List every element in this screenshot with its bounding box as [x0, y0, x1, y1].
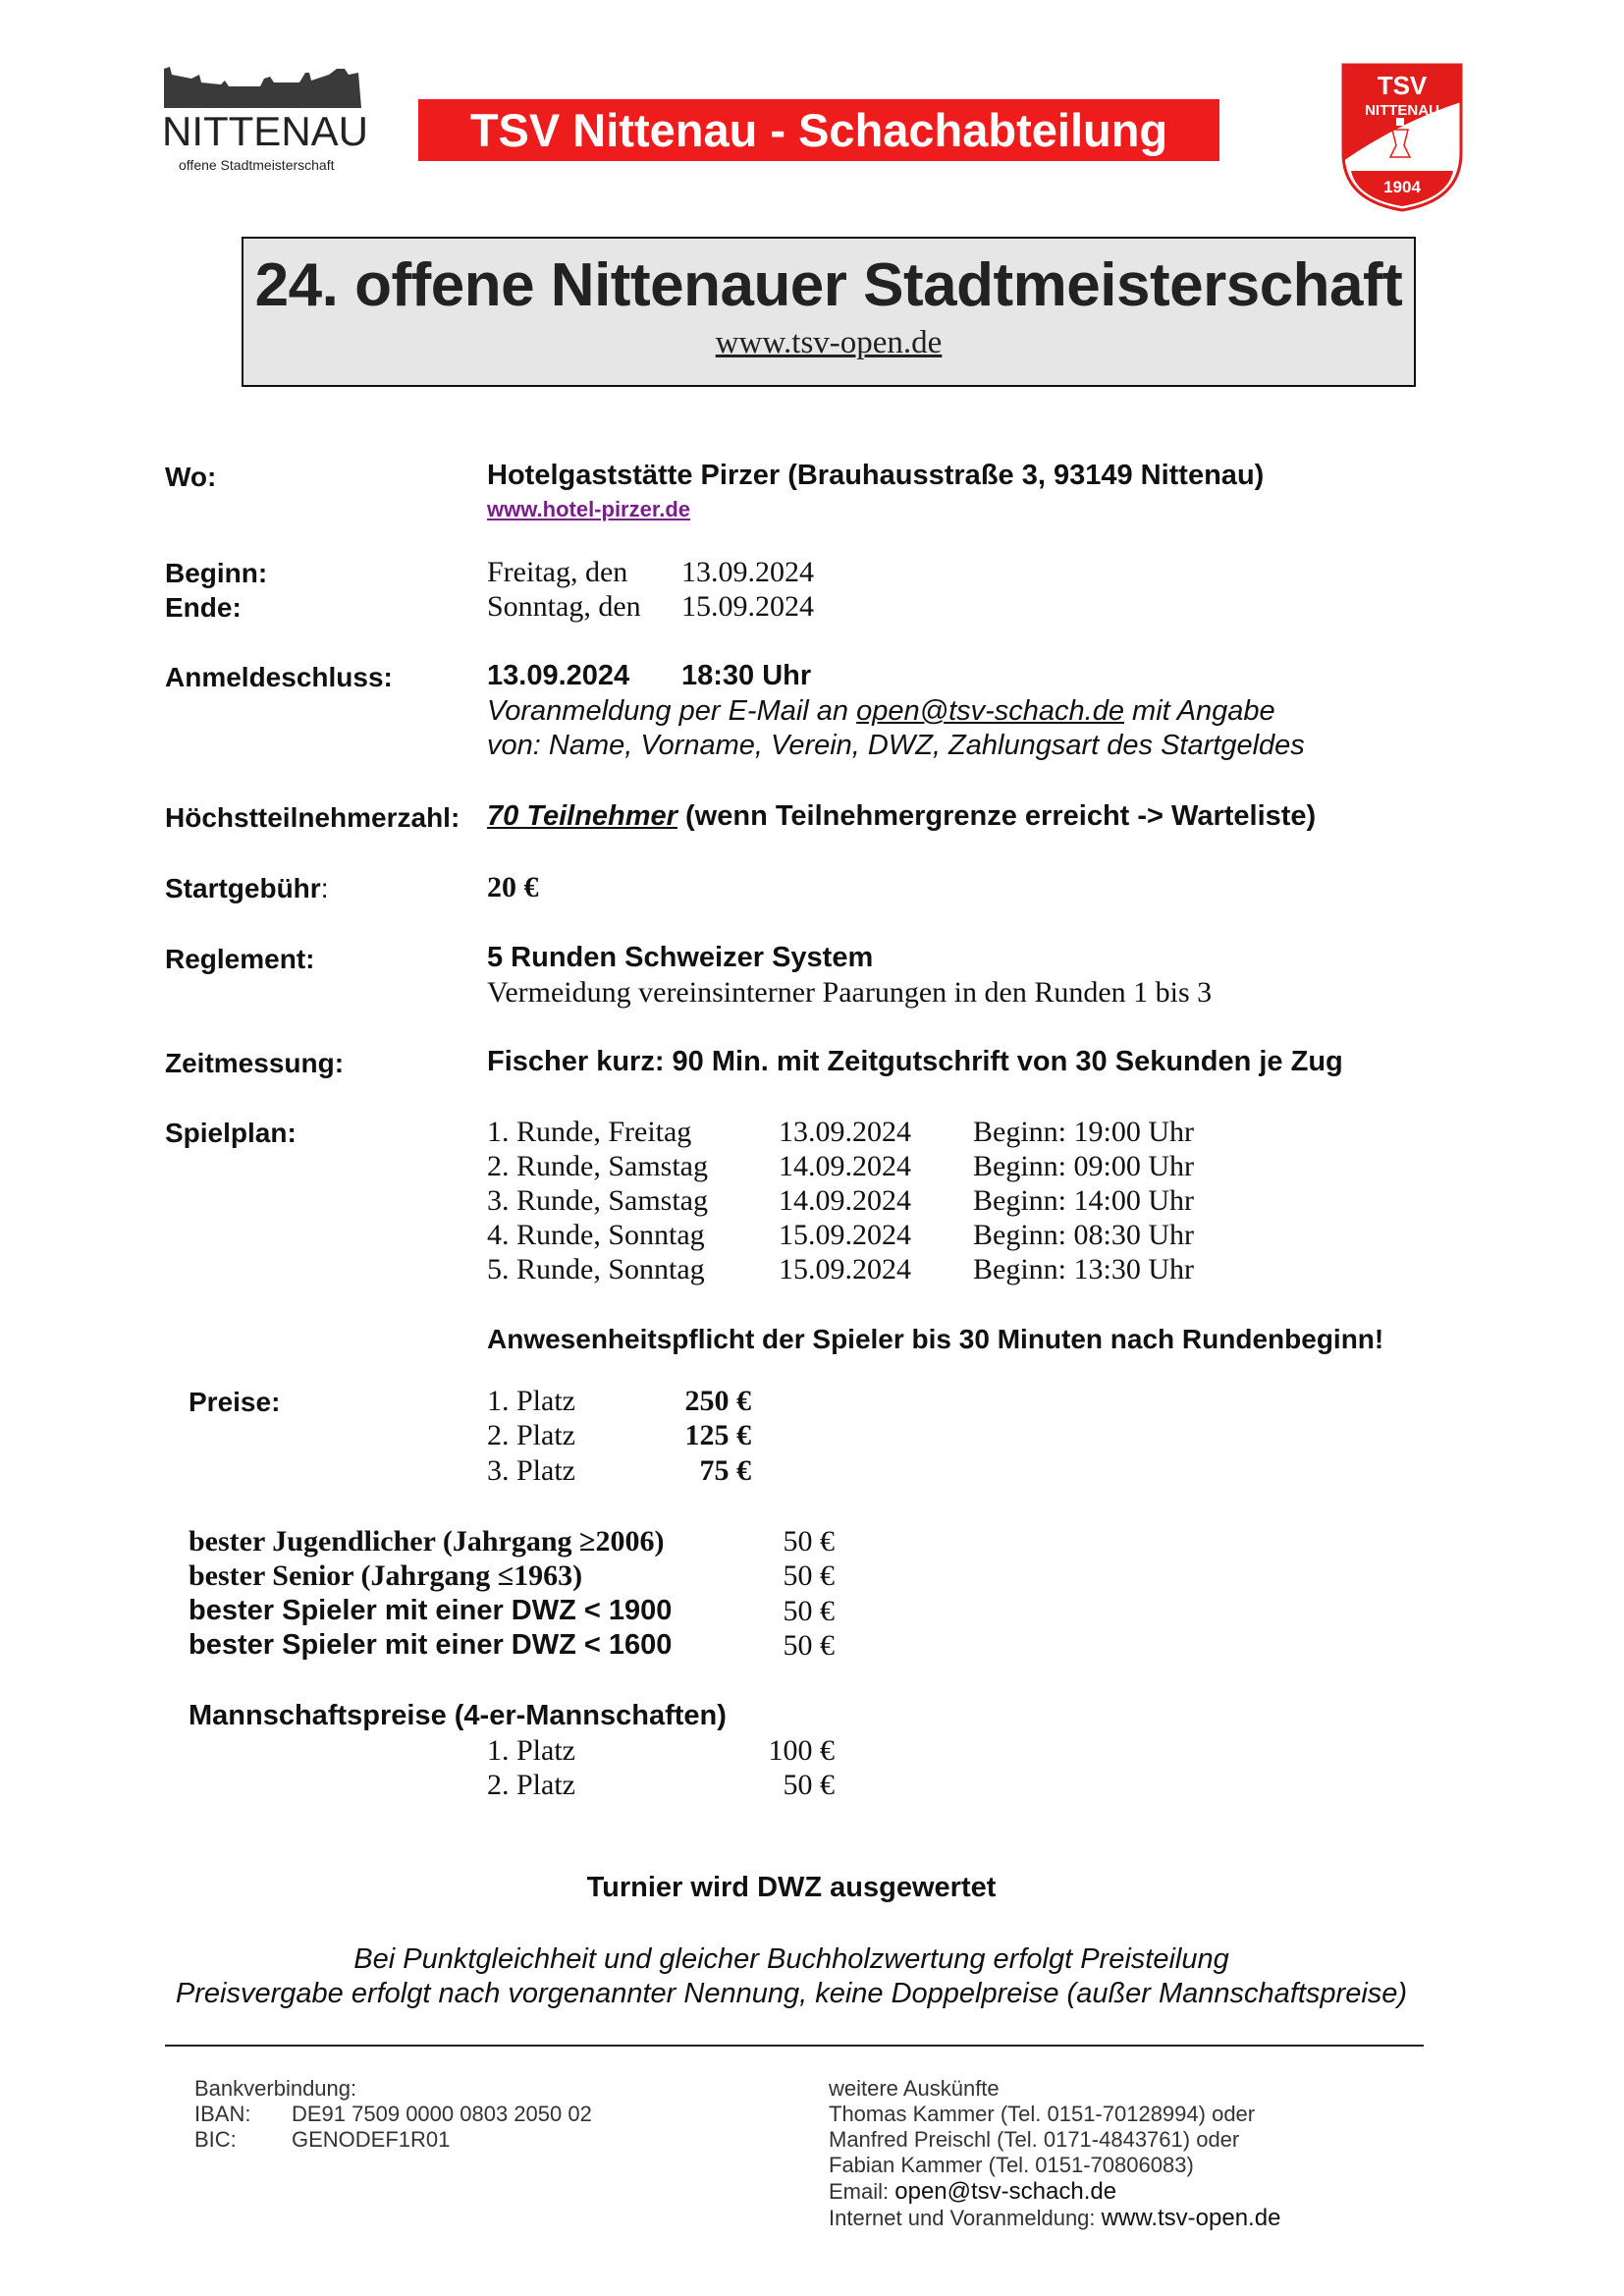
ende-date: 15.09.2024 [681, 590, 814, 623]
beginn-date: 13.09.2024 [681, 556, 814, 588]
zeitmessung-value: Fischer kurz: 90 Min. mit Zeitgutschrift von 30 Sekunden je Zug [487, 1046, 1343, 1077]
teilnehmer-label: Höchstteilnehmerzahl: [165, 802, 460, 833]
contact-email-link[interactable]: open@tsv-schach.de [894, 2178, 1117, 2205]
round-date: 15.09.2024 [779, 1219, 911, 1251]
team-prize-2: 50 € [783, 1769, 835, 1801]
bank-heading: Bankverbindung: [194, 2076, 357, 2101]
contact-line: Thomas Kammer (Tel. 0151-70128994) oder [829, 2102, 1256, 2126]
footnote-line1: Bei Punktgleichheit und gleicher Buchholzwertung erfolgt Preisteilung [353, 1943, 1229, 1975]
castle-silhouette-icon [162, 61, 363, 110]
bic-label: BIC: [194, 2127, 237, 2152]
round-name: 1. Runde, Freitag [487, 1116, 692, 1148]
spielplan-label: Spielplan: [165, 1118, 297, 1148]
contact-web-line [829, 2205, 1280, 2232]
logo-subtitle: offene Stadtmeisterschaft [179, 157, 335, 173]
voranmeldung-pre: Voranmeldung per E-Mail an [487, 695, 857, 727]
special-prize-dwz1600-amount: 50 € [783, 1629, 835, 1662]
prize-1: 250 € [684, 1385, 751, 1417]
logo-title: NITTENAU [162, 108, 368, 154]
special-prize-senior-amount: 50 € [783, 1559, 835, 1592]
page-title: 24. offene Nittenauer Stadtmeisterschaft [254, 251, 1403, 319]
anmeldeschluss-time: 18:30 Uhr [681, 660, 812, 691]
crest-top: TSV [1377, 71, 1428, 100]
team-prize-label: Mannschaftspreise (4-er-Mannschaften) [189, 1700, 727, 1731]
dwz-note: Turnier wird DWZ ausgewertet [586, 1872, 997, 1903]
special-prize-dwz1600: bester Spieler mit einer DWZ < 1600 [189, 1629, 673, 1661]
contact-email-line [829, 2178, 1116, 2206]
team-place-2: 2. Platz [487, 1769, 575, 1801]
voranmeldung-line1 [487, 695, 1275, 728]
title-url-link[interactable]: www.tsv-open.de [715, 325, 943, 360]
prize-2: 125 € [684, 1419, 751, 1451]
place-2: 2. Platz [487, 1419, 575, 1451]
startgebuehr-value: 20 € [487, 871, 539, 903]
special-prize-senior: bester Senior (Jahrgang ≤1963) [189, 1559, 583, 1592]
place-3: 3. Platz [487, 1454, 575, 1487]
round-name: 2. Runde, Samstag [487, 1150, 708, 1182]
banner-text: TSV Nittenau - Schachabteilung [469, 104, 1168, 156]
teilnehmer-note: (wenn Teilnehmergrenze erreicht -> Warteliste) [677, 800, 1317, 832]
team-place-1: 1. Platz [487, 1734, 575, 1767]
bic-value: GENODEF1R01 [292, 2127, 451, 2152]
tsv-crest [1341, 63, 1463, 212]
round-name: 4. Runde, Sonntag [487, 1219, 705, 1251]
prize-3: 75 € [699, 1454, 751, 1487]
round-start: Beginn: 13:30 Uhr [973, 1253, 1194, 1285]
voranmeldung-post: mit Angabe [1124, 695, 1275, 727]
round-name: 5. Runde, Sonntag [487, 1253, 705, 1285]
title-box [242, 237, 1416, 387]
anmeldeschluss-date: 13.09.2024 [487, 660, 630, 691]
contact-line: Fabian Kammer (Tel. 0151-70806083) [829, 2153, 1194, 2177]
zeitmessung-label: Zeitmessung: [165, 1048, 345, 1078]
contact-heading: weitere Auskünfte [829, 2076, 1000, 2101]
banner [418, 99, 1219, 161]
place-1: 1. Platz [487, 1385, 575, 1417]
anmeldeschluss-label: Anmeldeschluss: [165, 662, 393, 692]
team-prize-1: 100 € [768, 1734, 835, 1767]
wo-label: Wo: [165, 462, 217, 492]
beginn-label: Beginn: [165, 558, 268, 588]
teilnehmer-limit: 70 Teilnehmer [487, 800, 677, 832]
round-date: 13.09.2024 [779, 1116, 911, 1148]
reglement-label: Reglement: [165, 944, 315, 974]
startgebuehr-colon: : [320, 873, 329, 903]
email-label: Email: [829, 2179, 895, 2204]
voranmeldung-email-link[interactable]: open@tsv-schach.de [856, 695, 1124, 727]
special-prize-youth-amount: 50 € [783, 1525, 835, 1558]
reglement-note: Vermeidung vereinsinterner Paarungen in den Runden 1 bis 3 [487, 976, 1213, 1009]
footer-divider [165, 2045, 1424, 2047]
special-prize-youth: bester Jugendlicher (Jahrgang ≥2006) [189, 1525, 665, 1558]
hotel-link[interactable]: www.hotel-pirzer.de [487, 497, 690, 521]
round-date: 14.09.2024 [779, 1184, 911, 1217]
startgebuehr-label [165, 873, 328, 904]
preise-label: Preise: [189, 1387, 281, 1417]
contact-line: Manfred Preischl (Tel. 0171-4843761) oder [829, 2127, 1240, 2152]
iban-label: IBAN: [194, 2102, 251, 2126]
venue: Hotelgaststätte Pirzer (Brauhausstraße 3, 93149 Nittenau) [487, 460, 1265, 491]
round-name: 3. Runde, Samstag [487, 1184, 708, 1217]
crest-mid: NITTENAU [1365, 102, 1439, 119]
beginn-day: Freitag, den [487, 556, 628, 588]
web-label: Internet und Voranmeldung: [829, 2206, 1102, 2230]
nittenau-logo [162, 61, 368, 179]
ende-day: Sonntag, den [487, 590, 641, 623]
ende-label: Ende: [165, 592, 242, 623]
round-start: Beginn: 09:00 Uhr [973, 1150, 1194, 1182]
round-date: 14.09.2024 [779, 1150, 911, 1182]
round-start: Beginn: 19:00 Uhr [973, 1116, 1194, 1148]
startgebuehr-text: Startgebühr [165, 873, 321, 903]
round-start: Beginn: 14:00 Uhr [973, 1184, 1194, 1217]
crest-year: 1904 [1383, 178, 1421, 196]
contact-web-link[interactable]: www.tsv-open.de [1101, 2205, 1281, 2231]
round-start: Beginn: 08:30 Uhr [973, 1219, 1194, 1251]
attendance-notice: Anwesenheitspflicht der Spieler bis 30 Minuten nach Rundenbeginn! [487, 1324, 1384, 1354]
special-prize-dwz1900: bester Spieler mit einer DWZ < 1900 [189, 1595, 673, 1626]
iban-value: DE91 7509 0000 0803 2050 02 [292, 2102, 592, 2126]
reglement-system: 5 Runden Schweizer System [487, 942, 874, 973]
voranmeldung-line2: von: Name, Vorname, Verein, DWZ, Zahlungsart des Startgeldes [487, 730, 1305, 761]
teilnehmer-value [487, 800, 1316, 833]
footnote-line2: Preisvergabe erfolgt nach vorgenannter Nennung, keine Doppelpreise (außer Mannschaftspreise) [175, 1978, 1408, 2009]
round-date: 15.09.2024 [779, 1253, 911, 1285]
special-prize-dwz1900-amount: 50 € [783, 1595, 835, 1627]
